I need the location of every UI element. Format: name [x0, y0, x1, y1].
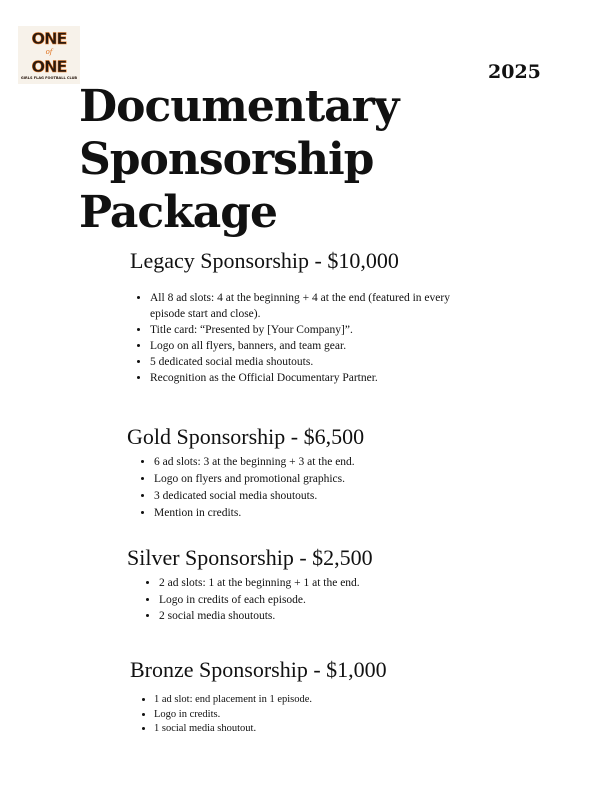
list-item: • Logo in credits of each episode.: [159, 592, 457, 609]
tier-gold: [127, 424, 457, 522]
list-item: • 5 dedicated social media shoutouts.: [150, 354, 460, 370]
logo-middle: of: [45, 48, 53, 56]
tier-heading: Bronze Sponsorship - $1,000: [130, 657, 387, 682]
tier-heading: Legacy Sponsorship - $10,000: [130, 248, 399, 273]
tier-silver: [127, 545, 457, 625]
title-line: Package: [79, 187, 277, 238]
list-item: • Logo on all flyers, banners, and team gear.: [150, 338, 460, 354]
page-title: [79, 80, 398, 239]
club-logo: [18, 26, 80, 84]
list-item: • 2 social media shoutouts.: [159, 608, 457, 625]
list-item: • Recognition as the Official Documentary Partner.: [150, 370, 460, 386]
list-item: • Mention in credits.: [154, 505, 457, 522]
title-line: Sponsorship: [79, 134, 374, 185]
tier-heading: Gold Sponsorship - $6,500: [127, 424, 365, 449]
tier-bronze: [130, 657, 460, 737]
list-item: • All 8 ad slots: 4 at the beginning + 4 at the end (featured in every episode start and close).: [150, 290, 460, 322]
list-item: • 3 dedicated social media shoutouts.: [154, 488, 457, 505]
tier-legacy: [130, 248, 460, 386]
list-item: • Logo in credits.: [154, 708, 460, 723]
list-item: • 2 ad slots: 1 at the beginning + 1 at the end.: [159, 575, 457, 592]
list-item: • 6 ad slots: 3 at the beginning + 3 at the end.: [154, 454, 457, 471]
list-item: • 1 ad slot: end placement in 1 episode.: [154, 693, 460, 708]
list-item: • Logo on flyers and promotional graphics.: [154, 471, 457, 488]
tier-heading: Silver Sponsorship - $2,500: [127, 545, 373, 570]
logo-line1: ONE: [31, 29, 67, 48]
list-item: • 1 social media shoutout.: [154, 722, 460, 737]
logo-line2: ONE: [31, 57, 67, 76]
title-line: Documentary: [79, 81, 399, 132]
logo-subtitle: GIRLS FLAG FOOTBALL CLUB: [20, 76, 78, 80]
year: 2025: [488, 61, 541, 83]
list-item: • Title card: “Presented by [Your Company]”.: [150, 322, 460, 338]
